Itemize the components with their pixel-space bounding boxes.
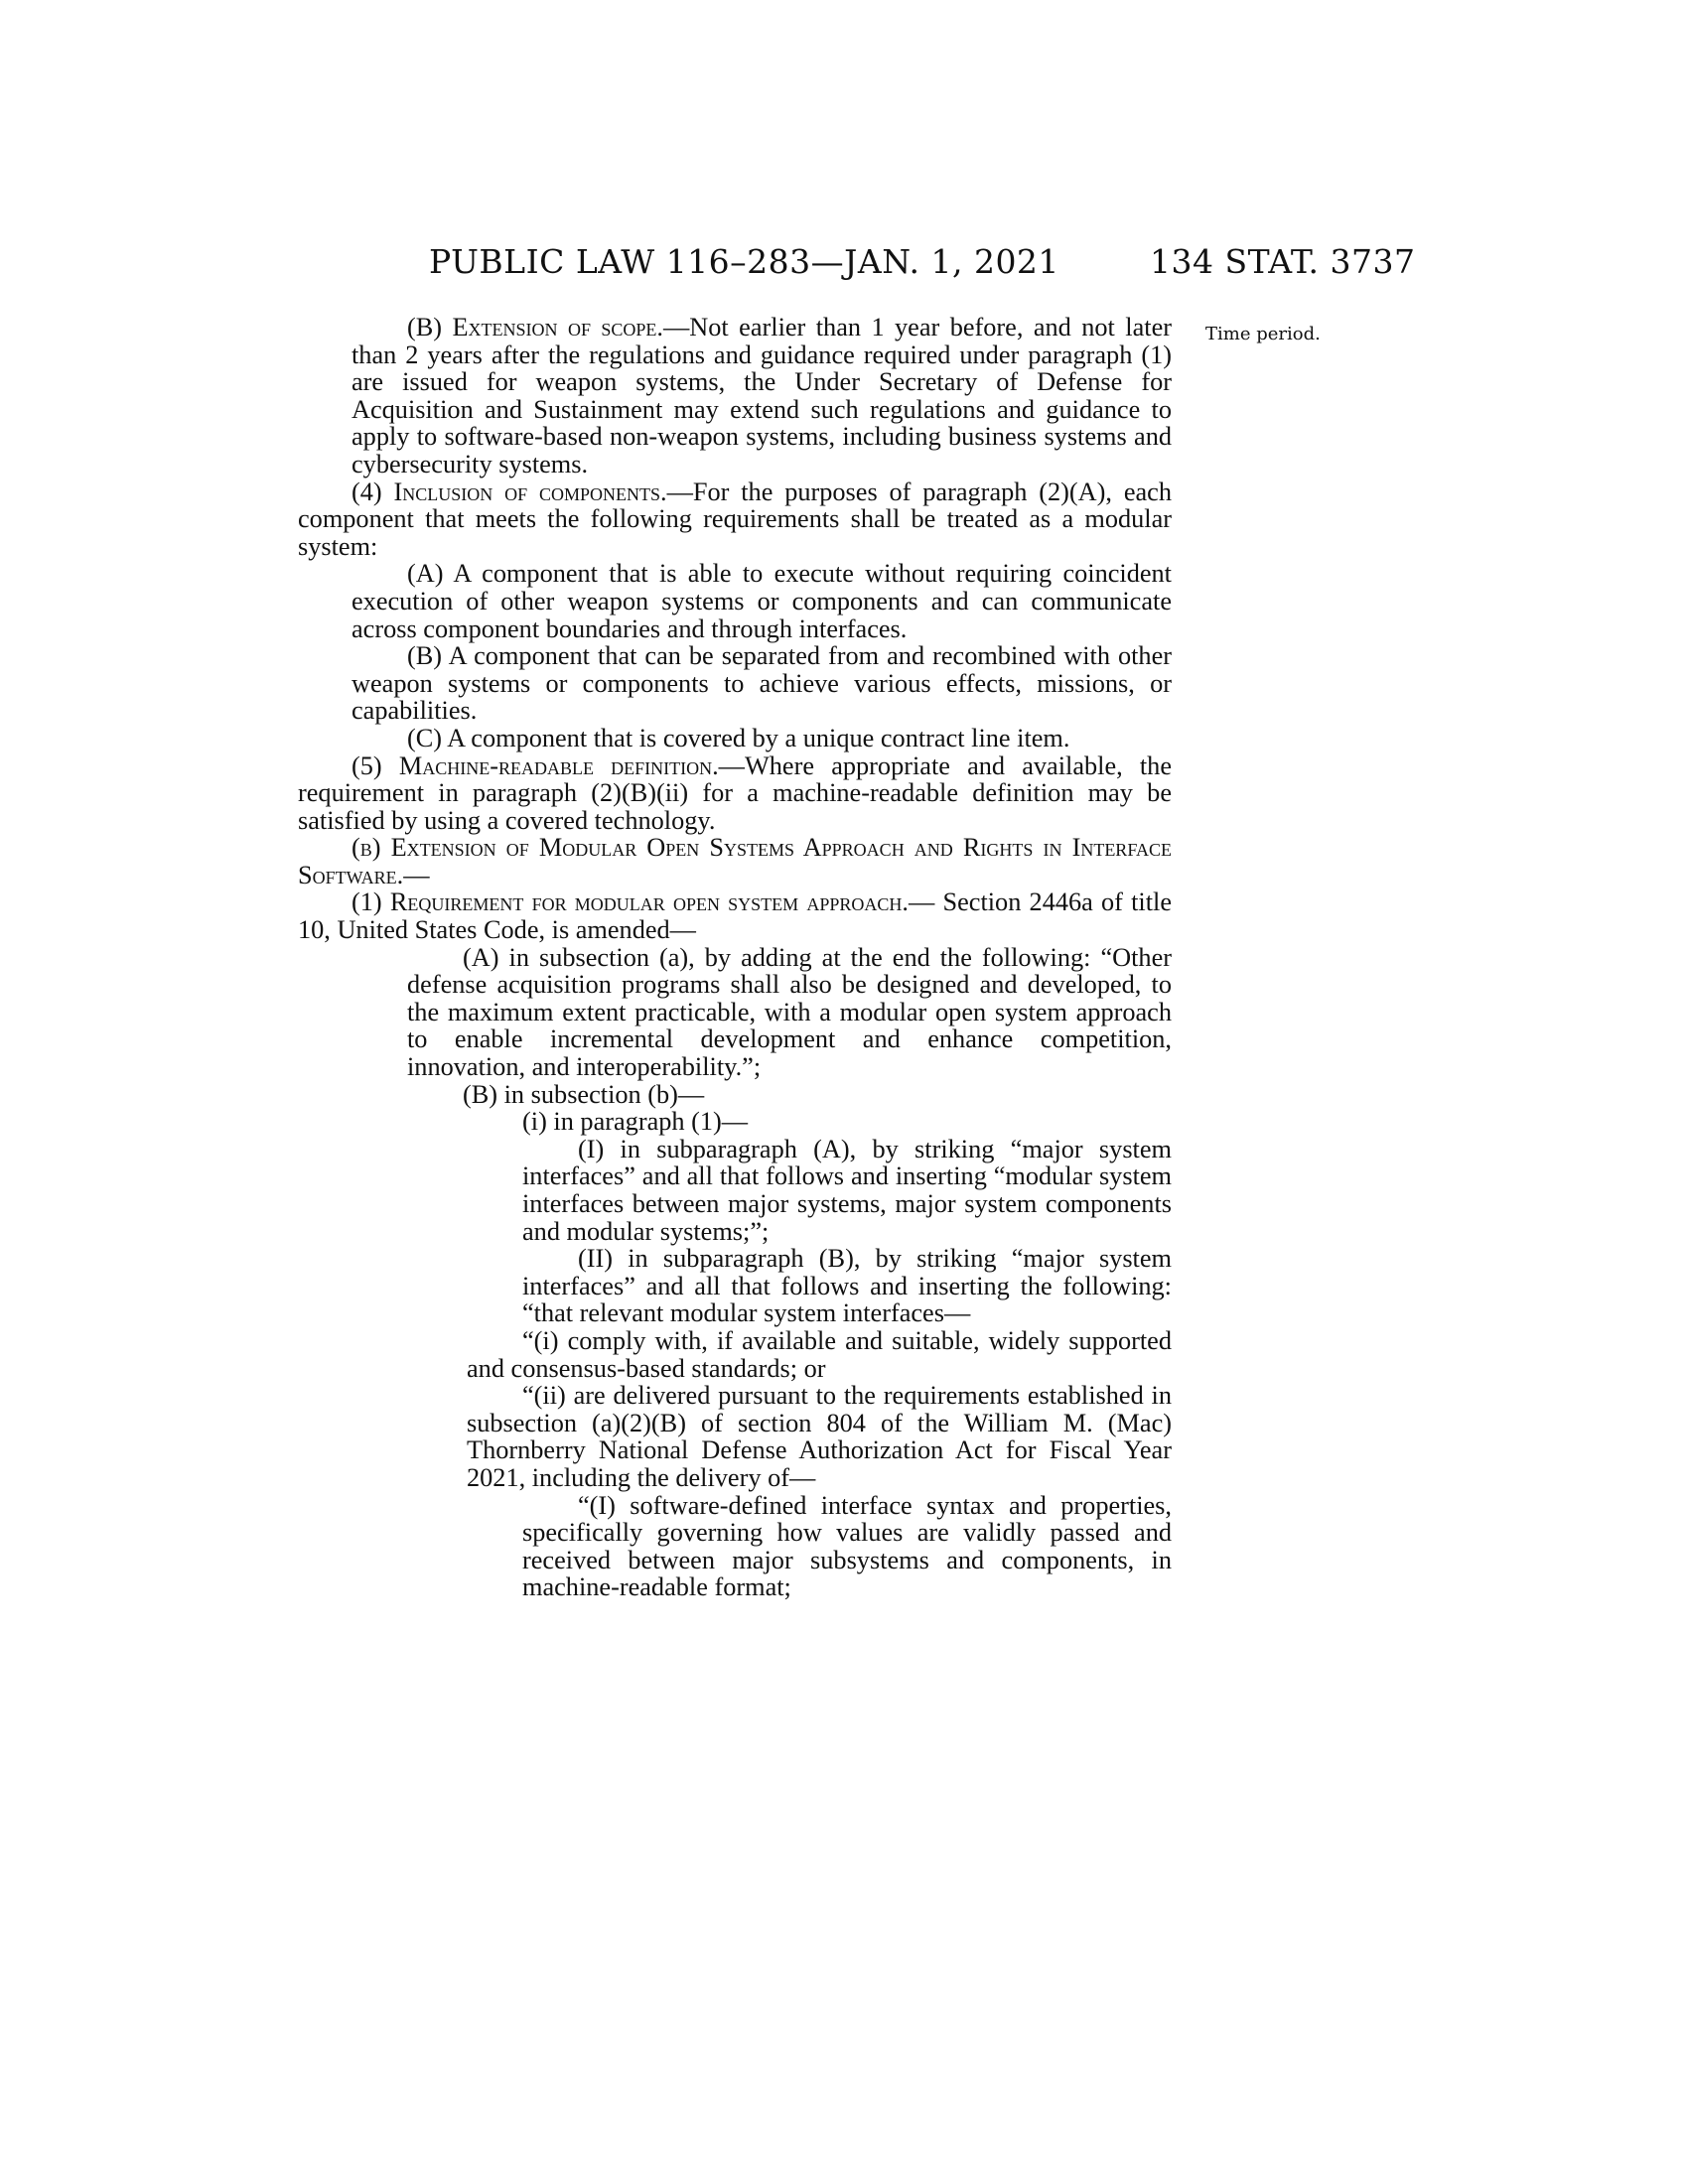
paragraph-3B	[298, 314, 1172, 478]
quoted-paragraph-I: “(I) software-defined interface syntax and properties, specifically governing how values are validly passed and received between major subsystems and components, in machine-readable format;	[522, 1490, 1172, 1602]
paragraph-4A: (A) A component that is able to execute without requiring coincident execution of other weapon systems or components and can communicate across component boundaries and through interfaces.	[352, 559, 1172, 643]
document-body	[298, 314, 1172, 1601]
paragraph-text: —Not earlier than 1 year before, and not later than 2 years after the regulations and guidance required under paragraph (1) are issued for weapon systems, the Under Secretary of Defense for Acquisition and Sustainment may extend such regulations and guidance to apply to software-based non-weapon systems, including business systems and cybersecurity systems.	[352, 313, 1172, 478]
paragraph-b1	[298, 888, 1172, 943]
paragraph-b1A: (A) in subsection (a), by adding at the end the following: “Other defense acquisition programs shall also be designed and developed, to the maximum extent practicable, with a modular open system approach to enable incremental development and enhance competition, innovation, and interoperability.”;	[407, 942, 1172, 1082]
paragraph-text: —For the purposes of paragraph (2)(A), each component that meets the following requirements shall be treated as a modular system:	[298, 477, 1173, 561]
paragraph-4	[298, 478, 1172, 561]
paragraph-b1BiII: (II) in subparagraph (B), by striking “major system interfaces” and all that follows and inserting the following: “that relevant modular system interfaces—	[522, 1244, 1172, 1328]
subsection-b	[298, 834, 1172, 888]
paragraph-5	[298, 752, 1172, 835]
running-header-page-number: 134 STAT. 3737	[1150, 242, 1416, 281]
paragraph-b1B: (B) in subsection (b)—	[463, 1079, 705, 1109]
paragraph-b1Bi: (i) in paragraph (1)—	[522, 1107, 749, 1137]
paragraph-4B: (B) A component that can be separated from and recombined with other weapon systems or components to achieve various effects, missions, or capabilities.	[352, 641, 1172, 726]
paragraph-heading: (B) Extension of scope.	[407, 313, 663, 341]
quoted-paragraph-i: “(i) comply with, if available and suitable, widely supported and consensus-based standards; or	[467, 1325, 1172, 1383]
paragraph-heading: (4) Inclusion of components.	[352, 477, 667, 506]
paragraph-heading: (5) Machine-readable definition.	[352, 751, 719, 780]
paragraph-text: — Section 2446a of title 10, United States Code, is amended—	[298, 887, 1172, 945]
paragraph-heading: (b) Extension of Modular Open Systems Approach and Rights in Interface Software.	[298, 833, 1172, 889]
running-header-title: PUBLIC LAW 116–283—JAN. 1, 2021	[429, 242, 1059, 281]
paragraph-heading: (1) Requirement for modular open system approach.	[352, 887, 909, 917]
paragraph-text: —	[403, 860, 430, 889]
quoted-paragraph-ii: “(ii) are delivered pursuant to the requirements established in subsection (a)(2)(B) of section 804 of the William M. (Mac) Thornberry National Defense Authorization Act for Fiscal Year 2021, including the delivery of—	[467, 1381, 1172, 1492]
paragraph-b1BiI: (I) in subparagraph (A), by striking “major system interfaces” and all that follows and inserting “modular system interfaces between major systems, major system components and modular systems;”;	[522, 1134, 1172, 1246]
paragraph-text: —Where appropriate and available, the requirement in paragraph (2)(B)(ii) for a machine-readable definition may be satisfied by using a covered technology.	[298, 751, 1172, 835]
paragraph-4C: (C) A component that is covered by a unique contract line item.	[407, 723, 1070, 752]
margin-note: Time period.	[1205, 324, 1321, 344]
